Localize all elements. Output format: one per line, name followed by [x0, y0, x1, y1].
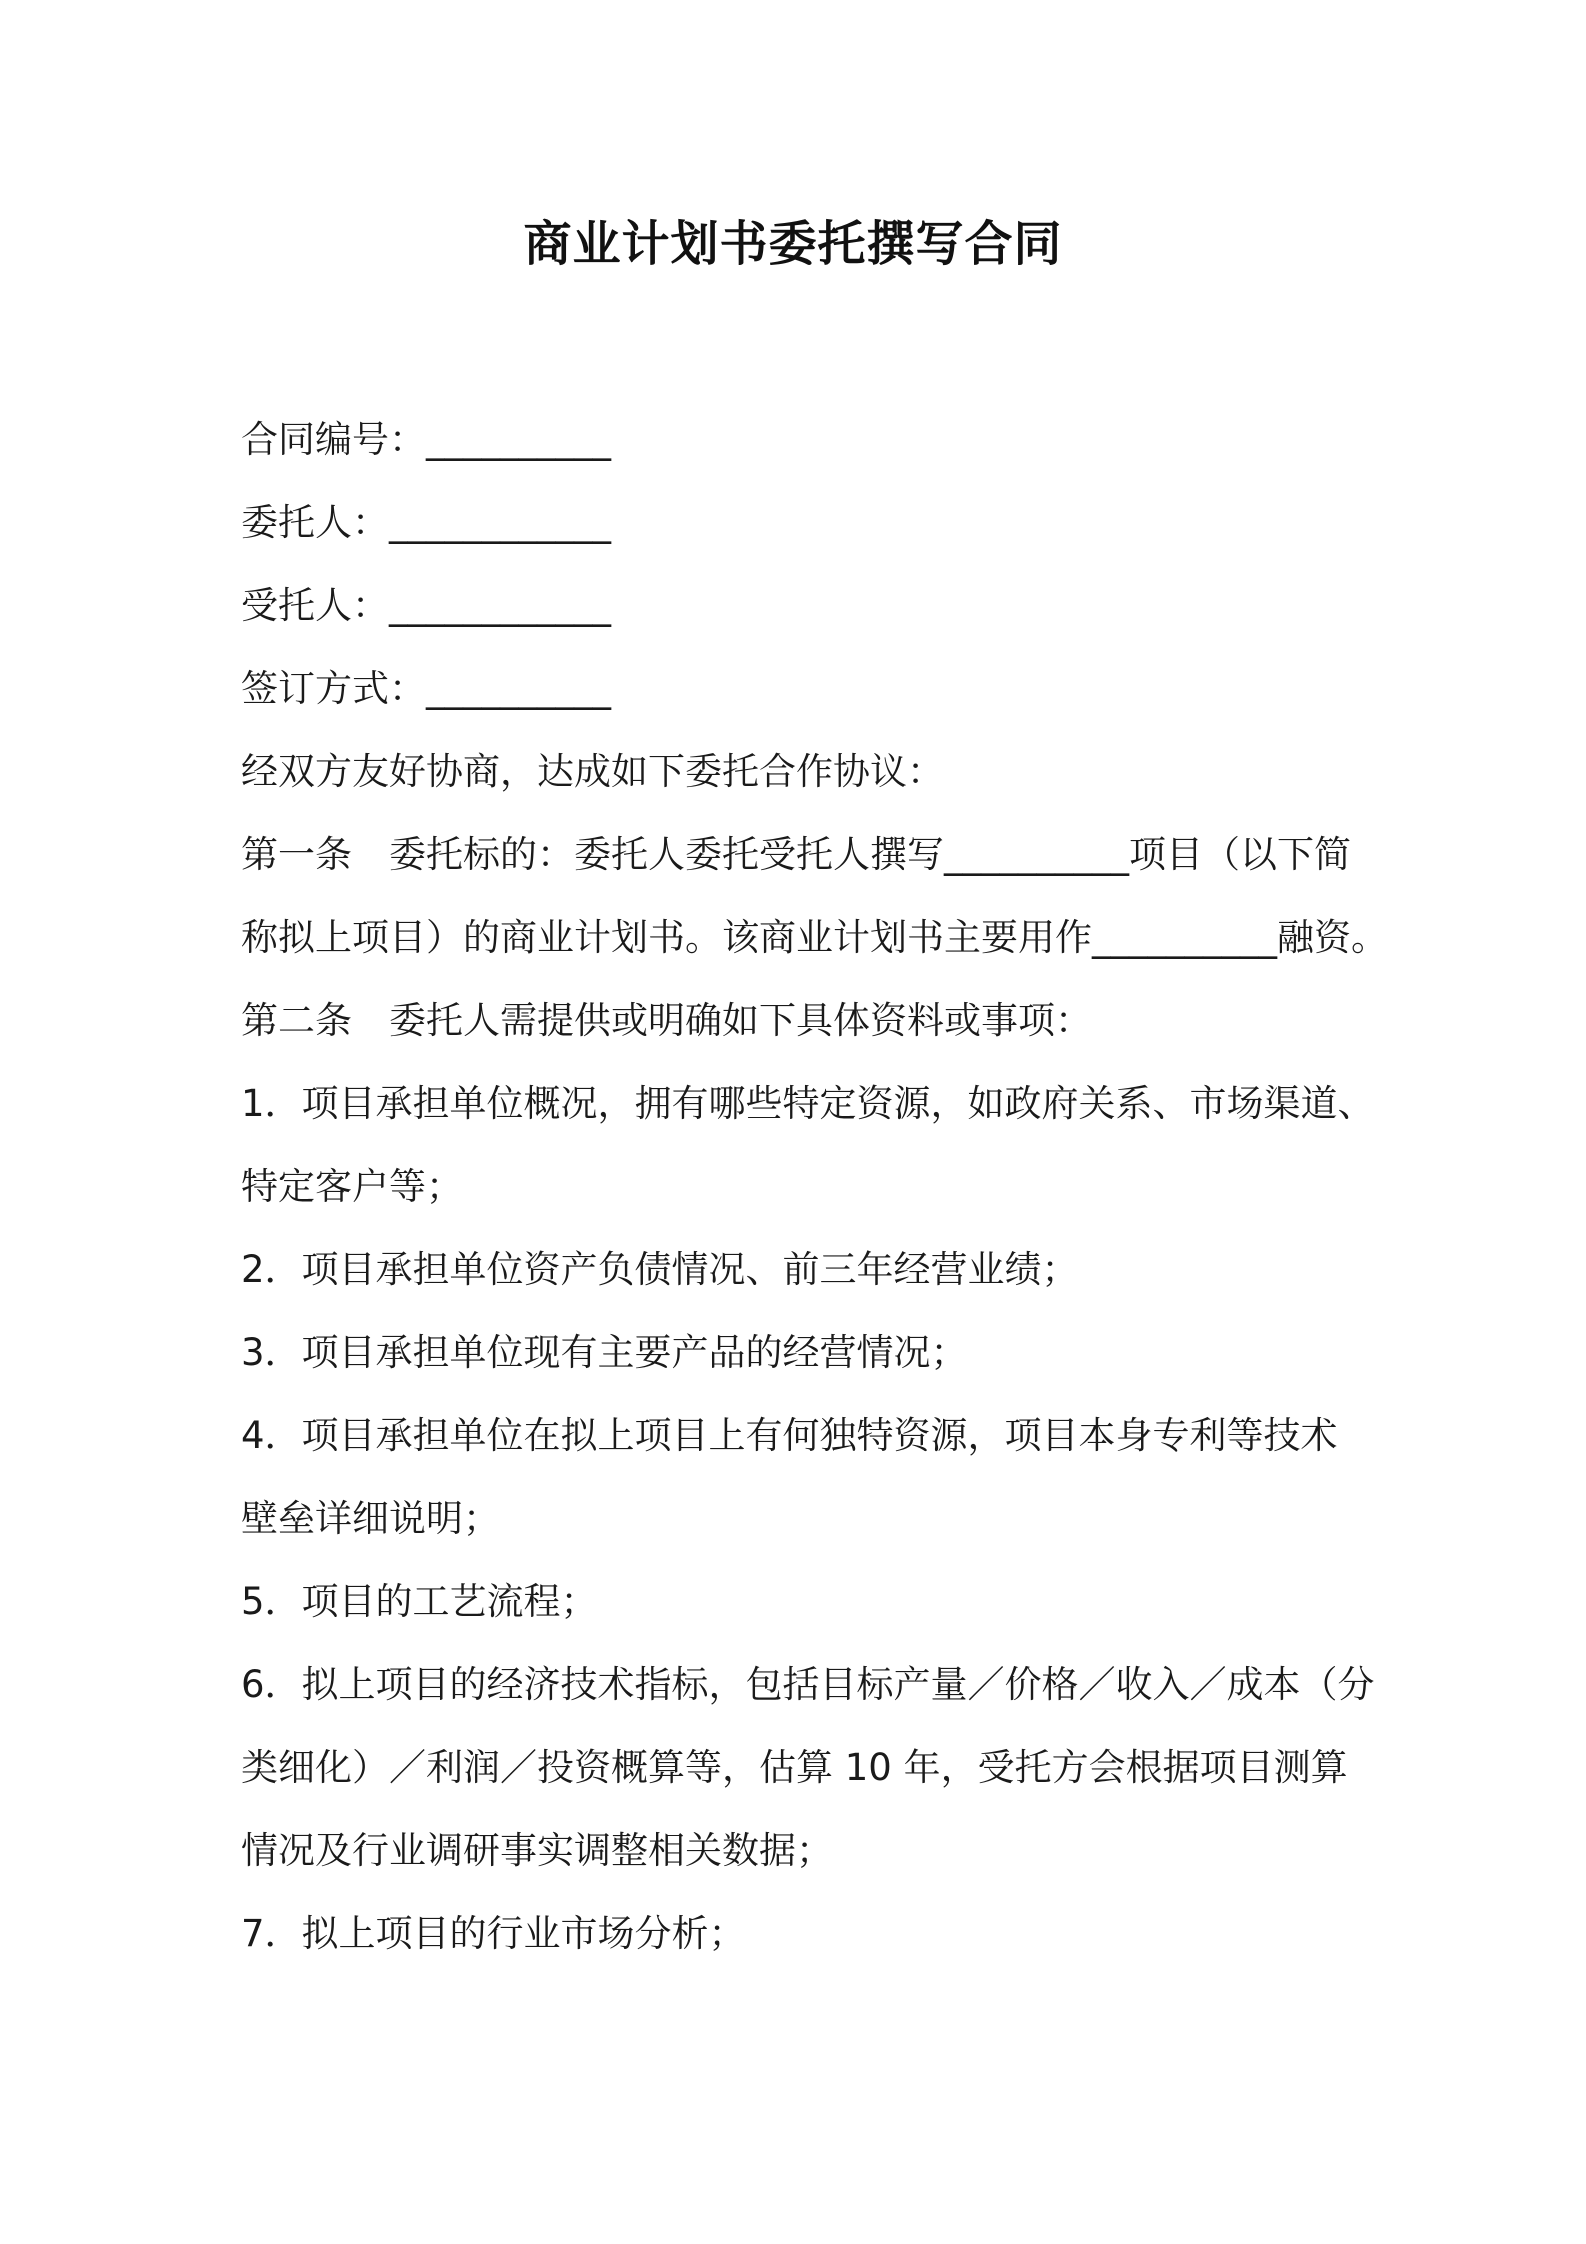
contractor-line: 受托人：____________	[241, 584, 611, 627]
item-1-line-2: 特定客户等；	[241, 1165, 463, 1208]
item-5-line: 5．项目的工艺流程；	[241, 1580, 598, 1623]
item-3-line: 3．项目承担单位现有主要产品的经营情况；	[241, 1331, 968, 1374]
article-2-heading: 第二条 委托人需提供或明确如下具体资料或事项：	[241, 999, 1092, 1042]
item-4-line-1: 4．项目承担单位在拟上项目上有何独特资源，项目本身专利等技术	[241, 1414, 1338, 1457]
item-7-line: 7．拟上项目的行业市场分析；	[241, 1912, 746, 1955]
document-title: 商业计划书委托撰写合同	[523, 216, 1063, 272]
article-1-line-1: 第一条 委托标的：委托人委托受托人撰写__________项目（以下简	[241, 833, 1351, 876]
item-1-line-1: 1．项目承担单位概况，拥有哪些特定资源，如政府关系、市场渠道、	[241, 1082, 1375, 1125]
client-line: 委托人：____________	[241, 501, 611, 544]
item-6-line-2: 类细化）／利润／投资概算等，估算 10 年，受托方会根据项目测算	[241, 1746, 1348, 1789]
item-2-line: 2．项目承担单位资产负债情况、前三年经营业绩；	[241, 1248, 1079, 1291]
item-6-line-3: 情况及行业调研事实调整相关数据；	[241, 1829, 833, 1872]
item-4-line-2: 壁垒详细说明；	[241, 1497, 500, 1540]
article-1-line-2: 称拟上项目）的商业计划书。该商业计划书主要用作__________融资。	[241, 916, 1388, 959]
signing-method-line: 签订方式：__________	[241, 667, 611, 710]
item-6-line-1: 6．拟上项目的经济技术指标，包括目标产量／价格／收入／成本（分	[241, 1663, 1375, 1706]
contract-number-line: 合同编号：__________	[241, 418, 611, 461]
preamble-line: 经双方友好协商，达成如下委托合作协议：	[241, 750, 944, 793]
